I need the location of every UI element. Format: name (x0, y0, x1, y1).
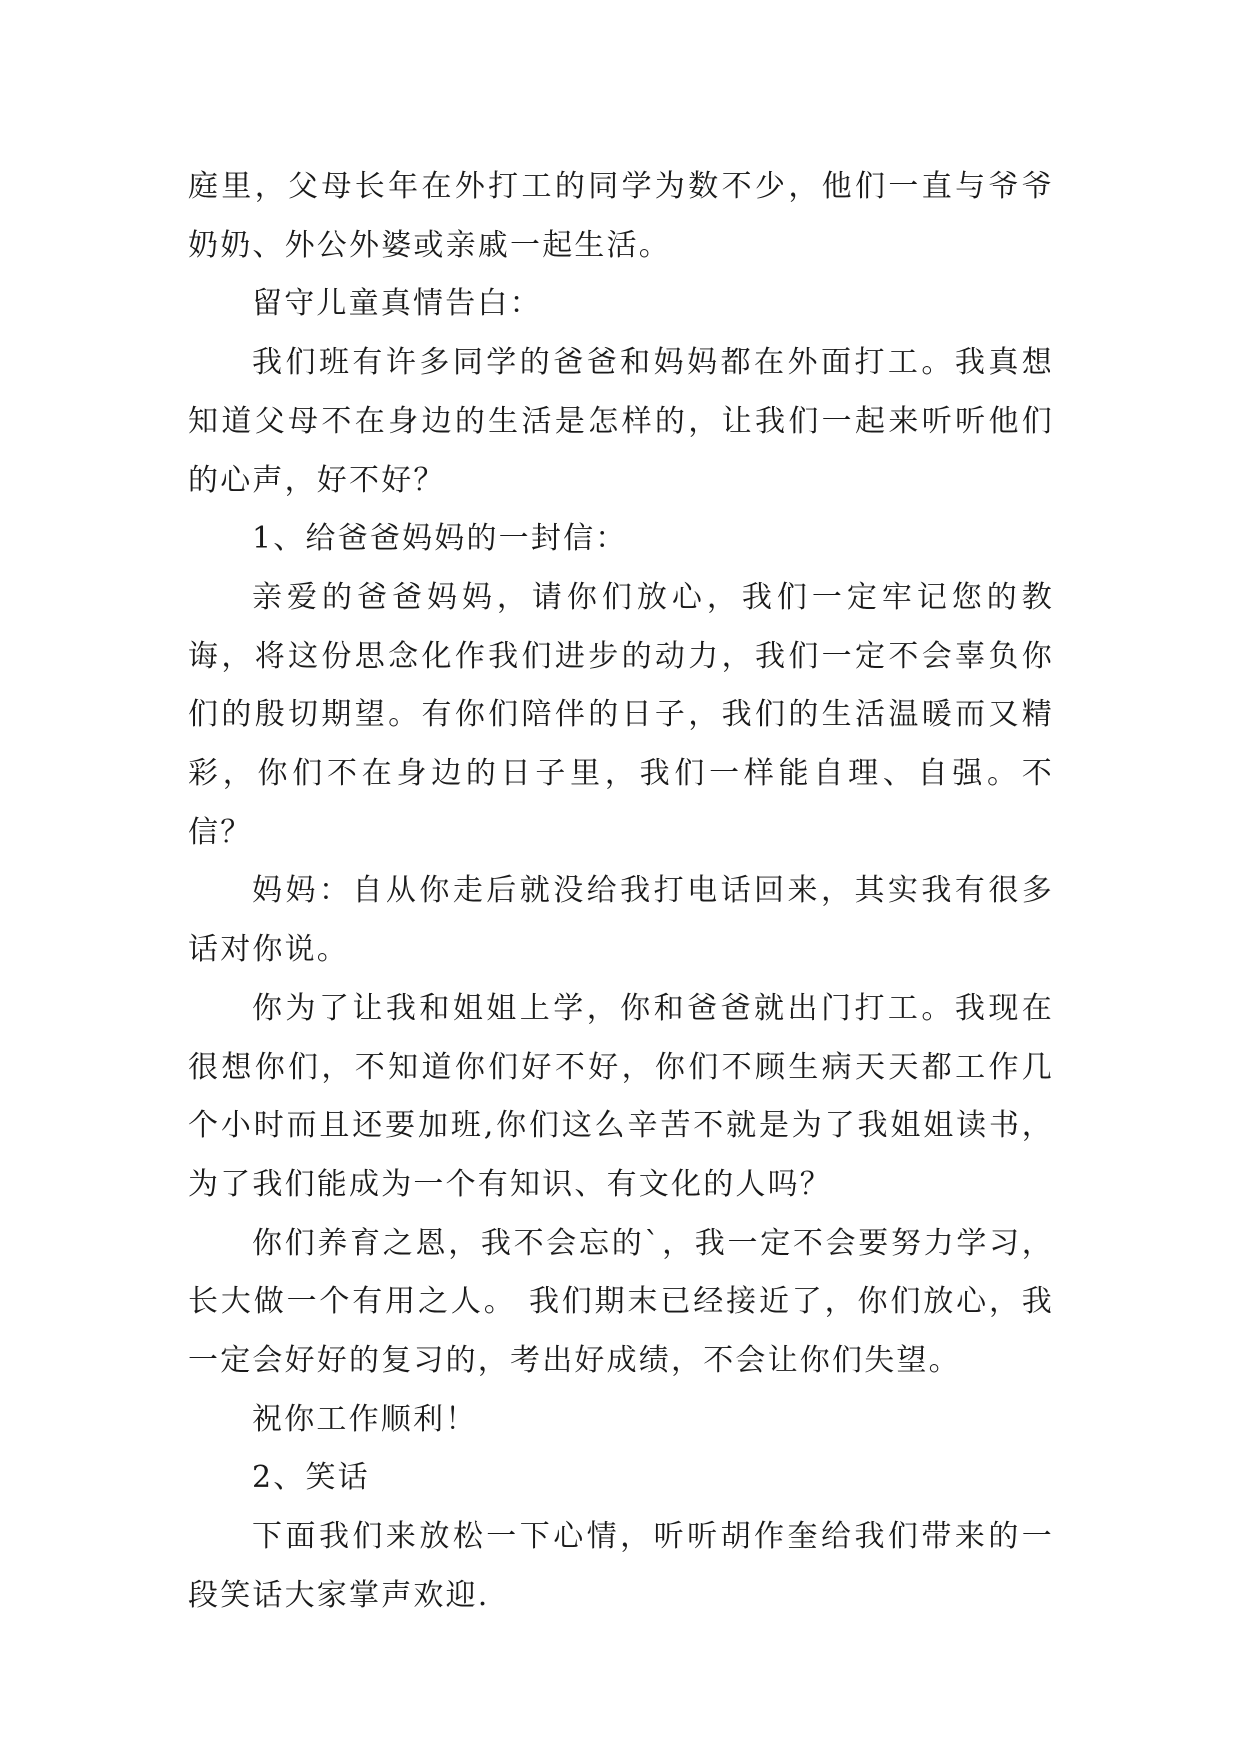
paragraph-8: 你们养育之恩，我不会忘的`，我一定不会要努力学习，长大做一个有用之人。 我们期末已经接近了，你们放心，我一定会好好的复习的，考出好成绩，不会让你们失望。 (188, 1225, 1054, 1379)
paragraph-11: 下面我们来放松一下心情，听听胡作奎给我们带来的一段笑话大家掌声欢迎. (188, 1519, 1054, 1613)
paragraph-2: 留守儿童真情告白： (252, 286, 542, 322)
paragraph-3: 我们班有许多同学的爸爸和妈妈都在外面打工。我真想知道父母不在身边的生活是怎样的，让我们一起来听听他们的心声，好不好？ (188, 345, 1054, 498)
paragraph-4: 1、给爸爸妈妈的一封信： (252, 521, 628, 557)
paragraph-10: 2、笑话 (252, 1460, 370, 1496)
paragraph-9: 祝你工作顺利！ (252, 1401, 478, 1437)
paragraph-5: 亲爱的爸爸妈妈，请你们放心，我们一定牢记您的教诲，将这份思念化作我们进步的动力，我们一定不会辜负你们的殷切期望。有你们陪伴的日子，我们的生活温暖而又精彩，你们不在身边的日子里，我们一样能自理、自强。不信？ (188, 579, 1054, 850)
paragraph-6: 妈妈：自从你走后就没给我打电话回来，其实我有很多话对你说。 (188, 873, 1054, 968)
paragraph-7: 你为了让我和姐姐上学，你和爸爸就出门打工。我现在很想你们，不知道你们好不好，你们不顾生病天天都工作几个小时而且还要加班,你们这么辛苦不就是为了我姐姐读书，为了我们能成为一个有知识、有文化的人吗？ (188, 990, 1054, 1202)
document-body (188, 158, 1054, 1626)
paragraph-1: 庭里，父母长年在外打工的同学为数不少，他们一直与爷爷奶奶、外公外婆或亲戚一起生活。 (188, 169, 1054, 263)
